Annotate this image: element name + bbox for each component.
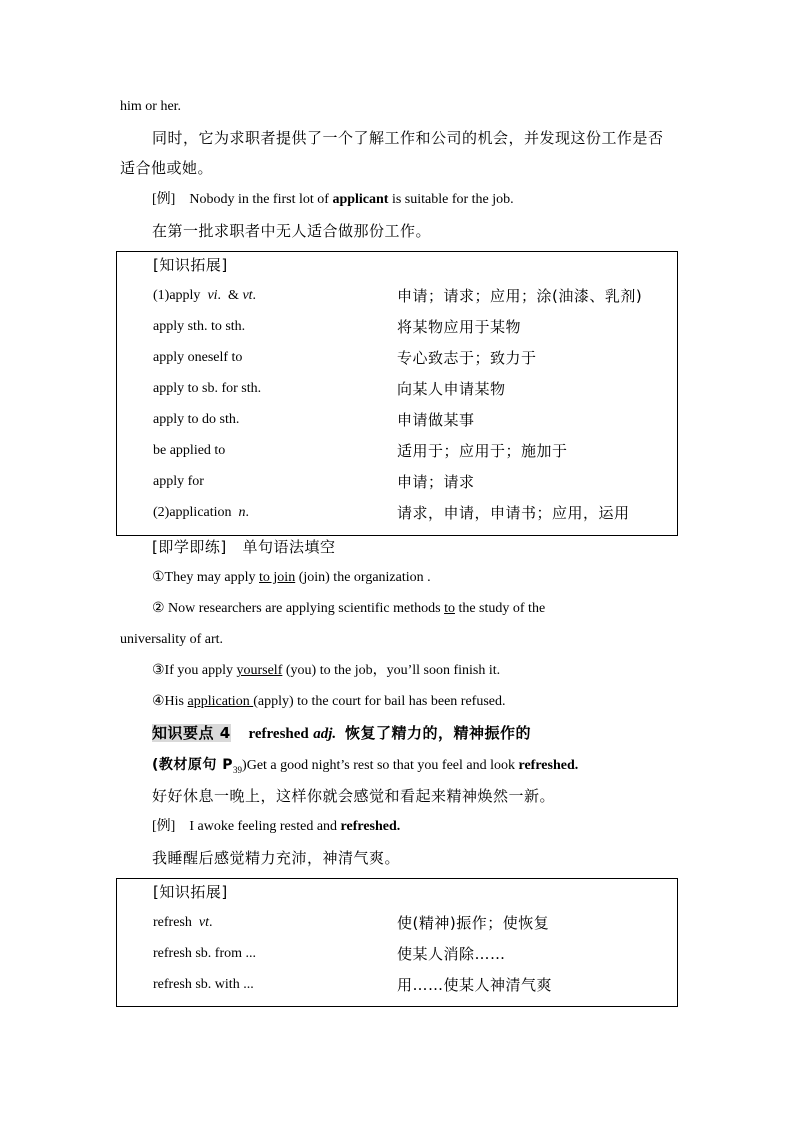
answer-blank: application [187, 694, 254, 709]
row-term: apply for [153, 474, 204, 489]
textbook-translation: 好好休息一晚上，这样你就会感觉和看起来精神焕然一新。 [152, 787, 556, 805]
knowledge-extension-box-2 [116, 878, 678, 1007]
row-meaning: 向某人申请某物 [397, 380, 506, 398]
knowledge-extension-box-1 [116, 251, 678, 536]
table-row [117, 409, 677, 431]
row-term: (2)application n. [153, 505, 250, 520]
example-sentence-2 [152, 817, 400, 837]
example-label: [例] [152, 819, 176, 834]
paragraph-zh-line1: 同时，它为求职者提供了一个了解工作和公司的机会，并发现这份工作是否 [152, 129, 664, 147]
table-row [117, 440, 677, 462]
example-end: . [396, 819, 401, 834]
question-text: ①They may apply [152, 570, 260, 585]
example-keyword: applicant [332, 192, 389, 207]
table-row [117, 347, 677, 369]
question-text: (join) the organization . [295, 570, 431, 585]
example-text-a: Nobody in the first lot of [189, 192, 333, 207]
row-meaning: 请求，申请，申请书；应用，运用 [397, 504, 630, 522]
practice-title: [即学即练] [152, 538, 227, 556]
question-text: ③If you apply [152, 663, 237, 678]
source-end: . [574, 758, 579, 773]
row-meaning: 使(精神)振作；使恢复 [397, 914, 550, 932]
row-term: be applied to [153, 443, 226, 458]
row-meaning: 用……使某人神清气爽 [397, 976, 553, 994]
table-row [117, 974, 677, 996]
practice-heading [152, 537, 336, 557]
table-row [117, 378, 677, 400]
table-row [117, 285, 677, 307]
question-1 [152, 568, 431, 588]
row-meaning: 使某人消除…… [397, 945, 506, 963]
question-text: ④His [152, 694, 188, 709]
knowledge-point-heading [152, 723, 531, 744]
row-meaning: 将某物应用于某物 [397, 318, 522, 336]
question-2-cont: universality of art. [120, 632, 224, 647]
practice-subtitle: 单句语法填空 [242, 538, 336, 556]
question-3 [152, 661, 500, 681]
row-term: refresh sb. from ... [153, 946, 257, 961]
example-keyword: refreshed [340, 819, 397, 834]
row-meaning: 申请；请求 [397, 473, 475, 491]
continued-text: him or her. [120, 99, 182, 114]
source-keyword: refreshed [518, 758, 575, 773]
paragraph-zh-line2: 适合他或她。 [120, 159, 214, 177]
knowledge-point-tag: 知识要点 4 [152, 724, 231, 742]
example-translation-2: 我睡醒后感觉精力充沛，神清气爽。 [152, 849, 401, 867]
answer-blank: yourself [236, 663, 283, 678]
headword-meaning: 恢复了精力的，精神振作的 [345, 724, 532, 742]
example-sentence [152, 190, 514, 210]
question-text: (apply) to the court for bail has been refused. [253, 694, 506, 709]
row-term: apply sth. to sth. [153, 319, 246, 334]
row-term: apply oneself to [153, 350, 243, 365]
table-row [117, 912, 677, 934]
example-text: I awoke feeling rested and [189, 819, 341, 834]
table-row [117, 316, 677, 338]
question-text: the study of the [454, 601, 546, 616]
question-text: (you) to the job，you’ll soon finish it. [282, 663, 501, 678]
answer-blank: to join [259, 570, 296, 585]
table-row [117, 502, 677, 524]
question-4 [152, 692, 506, 712]
answer-blank: to [444, 601, 455, 616]
example-translation: 在第一批求职者中无人适合做那份工作。 [152, 222, 432, 240]
page-number: 39 [233, 764, 243, 775]
example-label: [例] [152, 192, 176, 207]
row-term: refresh sb. with ... [153, 977, 254, 992]
row-meaning: 专心致志于；致力于 [397, 349, 537, 367]
row-term: refresh vt. [153, 915, 213, 930]
headword: refreshed [248, 726, 309, 742]
source-text: )Get a good night’s rest so that you feel and look [242, 758, 519, 773]
question-2 [152, 599, 545, 619]
table-row [117, 471, 677, 493]
textbook-sentence [152, 755, 578, 780]
box-title: [知识拓展] [153, 256, 228, 274]
row-term: (1)apply vi. & vt. [153, 288, 257, 303]
row-meaning: 适用于；应用于；施加于 [397, 442, 568, 460]
part-of-speech: adj. [313, 726, 337, 742]
table-row [117, 943, 677, 965]
source-label: (教材原句 P [152, 757, 234, 773]
question-text: ② Now researchers are applying scientific methods [152, 601, 445, 616]
example-text-c: is suitable for the job. [388, 192, 514, 207]
row-meaning: 申请做某事 [397, 411, 475, 429]
row-meaning: 申请；请求；应用；涂(油漆、乳剂) [397, 287, 643, 305]
row-term: apply to sb. for sth. [153, 381, 262, 396]
box-title: [知识拓展] [153, 883, 228, 901]
row-term: apply to do sth. [153, 412, 240, 427]
